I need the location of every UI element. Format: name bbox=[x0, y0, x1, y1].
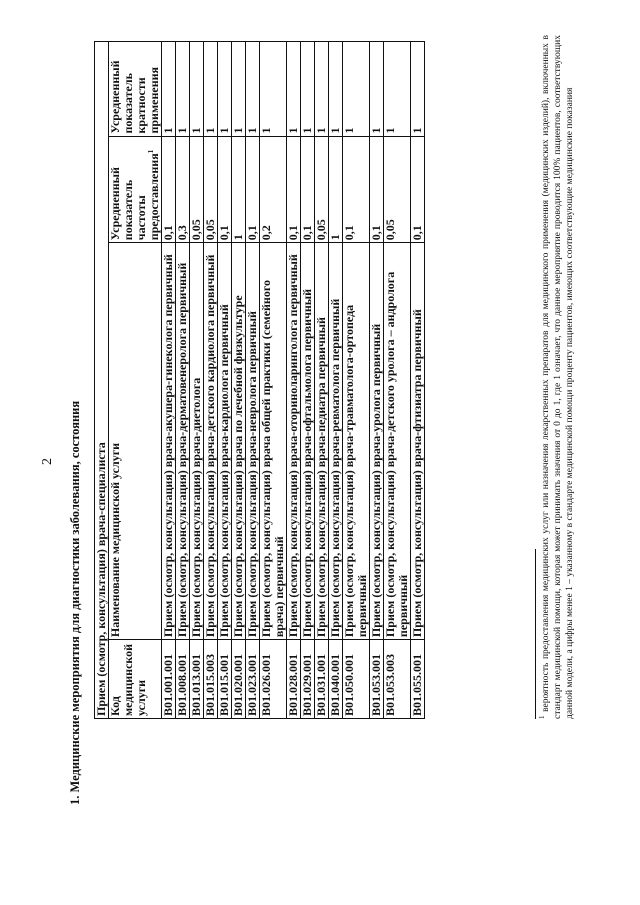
row-multiplicity: 1 bbox=[162, 42, 176, 137]
row-multiplicity: 1 bbox=[176, 42, 190, 137]
row-frequency: 1 bbox=[232, 136, 246, 243]
row-code: B01.015.003 bbox=[204, 640, 218, 719]
row-code: B01.013.001 bbox=[190, 640, 204, 719]
row-multiplicity: 1 bbox=[315, 42, 329, 137]
row-code: B01.026.001 bbox=[260, 640, 287, 719]
header-frequency-text: Усредненный показатель частоты предоставления bbox=[108, 153, 161, 241]
row-name: Прием (осмотр, консультация) врача-уролога первичный bbox=[370, 243, 384, 640]
row-frequency: 0,05 bbox=[315, 136, 329, 243]
header-code: Код медицинской услуги bbox=[109, 640, 162, 719]
row-name: Прием (осмотр, консультация) врача-акушера-гинеколога первичный bbox=[162, 243, 176, 640]
row-code: B01.053.001 bbox=[370, 640, 384, 719]
table-row bbox=[411, 42, 425, 719]
table-row bbox=[287, 42, 301, 719]
table-row bbox=[218, 42, 232, 719]
header-row bbox=[109, 42, 162, 719]
table-row bbox=[176, 42, 190, 719]
footnote-divider bbox=[535, 549, 536, 719]
row-code: B01.008.001 bbox=[176, 640, 190, 719]
header-name: Наименование медицинской услуги bbox=[109, 243, 162, 640]
row-frequency: 0,3 bbox=[176, 136, 190, 243]
row-code: B01.023.001 bbox=[246, 640, 260, 719]
row-multiplicity: 1 bbox=[370, 42, 384, 137]
row-multiplicity: 1 bbox=[301, 42, 315, 137]
row-code: B01.040.001 bbox=[329, 640, 343, 719]
row-name: Прием (осмотр, консультация) врача-детского кардиолога первичный bbox=[204, 243, 218, 640]
row-frequency: 0,1 bbox=[343, 136, 370, 243]
row-name: Прием (осмотр, консультация) врача-офтальмолога первичный bbox=[301, 243, 315, 640]
table-row bbox=[246, 42, 260, 719]
row-code: B01.015.001 bbox=[218, 640, 232, 719]
table-row bbox=[204, 42, 218, 719]
row-code: B01.053.003 bbox=[384, 640, 411, 719]
row-frequency: 0,1 bbox=[287, 136, 301, 243]
table-row bbox=[343, 42, 370, 719]
row-multiplicity: 1 bbox=[260, 42, 287, 137]
row-multiplicity: 1 bbox=[232, 42, 246, 137]
row-name: Прием (осмотр, консультация) врача-невролога первичный bbox=[246, 243, 260, 640]
subheading-row bbox=[95, 42, 109, 719]
row-name: Прием (осмотр, консультация) врача общей практики (семейного врача) первичный bbox=[260, 243, 287, 640]
row-frequency: 0,1 bbox=[162, 136, 176, 243]
row-frequency: 0,1 bbox=[370, 136, 384, 243]
row-name: Прием (осмотр, консультация) врача-детского уролога – андролога первичный bbox=[384, 243, 411, 640]
row-code: B01.028.001 bbox=[287, 640, 301, 719]
row-name: Прием (осмотр, консультация) врача-травматолога-ортопеда первичный bbox=[343, 243, 370, 640]
row-code: B01.020.001 bbox=[232, 640, 246, 719]
row-frequency: 0,05 bbox=[190, 136, 204, 243]
row-name: Прием (осмотр, консультация) врача-фтизиатра первичный bbox=[411, 243, 425, 640]
footnote bbox=[537, 35, 576, 719]
page-number: 2 bbox=[40, 458, 55, 465]
footnote-text: вероятность предоставления медицинских услуг или назначения лекарственных препаратов для медицинского применения (медицинских изделий), включенных в стандарт медицинской помощи, которая может принимать значения от 0 до 1, где 1 означает, что данное мероприятие проводится 100% пациентов, соответствующих данной модели, а цифры менее 1 – указанному в стандарте медицинской помощи проценту пациентов, имеющих соответствующие медицинские показания bbox=[541, 35, 575, 719]
row-frequency: 0,1 bbox=[301, 136, 315, 243]
subheading: Прием (осмотр, консультация) врача-специалиста bbox=[95, 42, 109, 719]
services-table bbox=[94, 41, 425, 719]
row-multiplicity: 1 bbox=[218, 42, 232, 137]
row-multiplicity: 1 bbox=[384, 42, 411, 137]
section-heading: 1. Медицинские мероприятия для диагностики заболевания, состояния bbox=[68, 400, 82, 805]
row-code: B01.031.001 bbox=[315, 640, 329, 719]
table-row bbox=[301, 42, 315, 719]
table-body bbox=[162, 42, 425, 719]
row-name: Прием (осмотр, консультация) врача-ревматолога первичный bbox=[329, 243, 343, 640]
table-row bbox=[232, 42, 246, 719]
row-frequency: 0,1 bbox=[411, 136, 425, 243]
row-name: Прием (осмотр, консультация) врача-педиатра первичный bbox=[315, 243, 329, 640]
row-multiplicity: 1 bbox=[204, 42, 218, 137]
row-name: Прием (осмотр, консультация) врача-диетолога bbox=[190, 243, 204, 640]
row-code: B01.055.001 bbox=[411, 640, 425, 719]
row-code: B01.050.001 bbox=[343, 640, 370, 719]
row-multiplicity: 1 bbox=[246, 42, 260, 137]
row-name: Прием (осмотр, консультация) врача-оториноларинголога первичный bbox=[287, 243, 301, 640]
row-frequency: 1 bbox=[329, 136, 343, 243]
table-row bbox=[329, 42, 343, 719]
table-row bbox=[162, 42, 176, 719]
row-frequency: 0,1 bbox=[218, 136, 232, 243]
row-name: Прием (осмотр, консультация) врача по лечебной физкультуре bbox=[232, 243, 246, 640]
row-frequency: 0,2 bbox=[260, 136, 287, 243]
row-multiplicity: 1 bbox=[287, 42, 301, 137]
header-multiplicity: Усредненный показатель кратности применения bbox=[109, 42, 162, 137]
row-name: Прием (осмотр, консультация) врача-дерматовенеролога первичный bbox=[176, 243, 190, 640]
row-multiplicity: 1 bbox=[343, 42, 370, 137]
footnote-mark: 1 bbox=[537, 715, 546, 719]
row-name: Прием (осмотр, консультация) врача-кардиолога первичный bbox=[218, 243, 232, 640]
row-multiplicity: 1 bbox=[329, 42, 343, 137]
table-row bbox=[190, 42, 204, 719]
table-row bbox=[384, 42, 411, 719]
row-multiplicity: 1 bbox=[190, 42, 204, 137]
table-row bbox=[315, 42, 329, 719]
row-code: B01.001.001 bbox=[162, 640, 176, 719]
header-frequency bbox=[109, 136, 162, 243]
row-code: B01.029.001 bbox=[301, 640, 315, 719]
row-frequency: 0,05 bbox=[204, 136, 218, 243]
row-frequency: 0,1 bbox=[246, 136, 260, 243]
table-row bbox=[370, 42, 384, 719]
footnote-ref: 1 bbox=[147, 149, 155, 154]
table-row bbox=[260, 42, 287, 719]
row-frequency: 0,05 bbox=[384, 136, 411, 243]
row-multiplicity: 1 bbox=[411, 42, 425, 137]
